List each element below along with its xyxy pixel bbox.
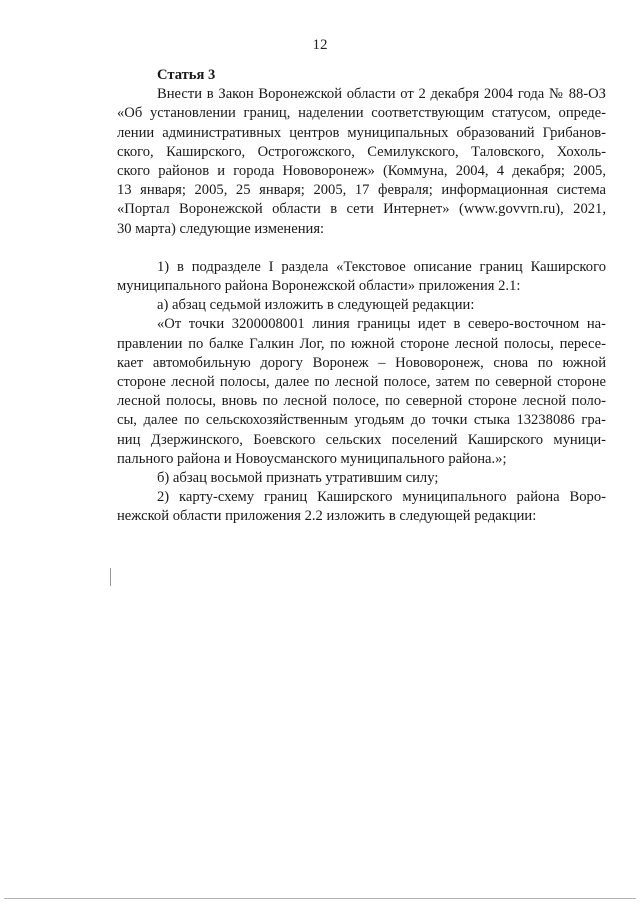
page-number: 12	[312, 37, 328, 53]
quoted-text-paragraph	[117, 315, 606, 469]
intro-line: ского районов и города Нововоронеж» (Коммуна, 2004, 4 декабря; 2005,	[117, 163, 606, 180]
item-1-paragraph	[117, 258, 606, 296]
quote-line: кает автомобильную дорогу Воронеж – Нововоронеж, снова по южной	[117, 354, 606, 371]
quote-line: ниц Дзержинского, Боевского сельских поселений Каширского муници-	[117, 431, 606, 448]
item-1-line: 1) в подразделе I раздела «Текстовое описание границ Каширского	[157, 258, 606, 275]
quote-line: пального района и Новоусманского муниципального района.»;	[117, 450, 507, 467]
item-2-paragraph	[117, 488, 606, 526]
quote-line: лесной полосы, вновь по лесной полосе, по северной стороне лесной поло-	[117, 393, 606, 410]
paragraph-gap	[117, 239, 606, 258]
item-2-line: 2) карту-схему границ Каширского муниципального района Воро-	[157, 489, 606, 506]
quote-line: правлении по балке Галкин Лог, по южной стороне лесной полосы, пересе-	[117, 335, 606, 352]
quote-line: стороне лесной полосы, далее по лесной полосе, затем по северной стороне	[117, 374, 606, 391]
quote-line: «От точки 3200008001 линия границы идет в северо-восточном на-	[157, 316, 606, 333]
intro-line: 30 марта) следующие изменения:	[117, 220, 325, 237]
quote-line: сы, далее по сельскохозяйственным угодьям до точки стыка 13238086 гра-	[117, 412, 606, 429]
item-1a-line: а) абзац седьмой изложить в следующей редакции:	[157, 297, 475, 314]
intro-line: лении административных центров муниципальных образований Грибанов-	[117, 124, 606, 141]
intro-line: ского, Каширского, Острогожского, Семилукского, Таловского, Хохоль-	[117, 143, 606, 160]
intro-line: Внести в Закон Воронежской области от 2 декабря 2004 года № 88-ОЗ	[157, 86, 606, 103]
page-bottom-edge	[4, 898, 636, 899]
scan-artifact-mark	[110, 568, 111, 586]
item-1-line: муниципального района Воронежской области» приложения 2.1:	[117, 278, 521, 295]
item-1b-line: б) абзац восьмой признать утратившим силу;	[157, 470, 439, 487]
article-heading: Статья 3	[157, 67, 216, 83]
intro-line: «Портал Воронежской области в сети Интернет» (www.govvrn.ru), 2021,	[117, 201, 606, 218]
document-body	[117, 66, 606, 527]
item-2-line: нежской области приложения 2.2 изложить в следующей редакции:	[117, 508, 537, 525]
intro-paragraph	[117, 85, 606, 239]
intro-line: 13 января; 2005, 25 января; 2005, 17 февраля; информационная система	[117, 182, 606, 199]
intro-line: «Об установлении границ, наделении соответствующим статусом, опреде-	[117, 105, 606, 122]
